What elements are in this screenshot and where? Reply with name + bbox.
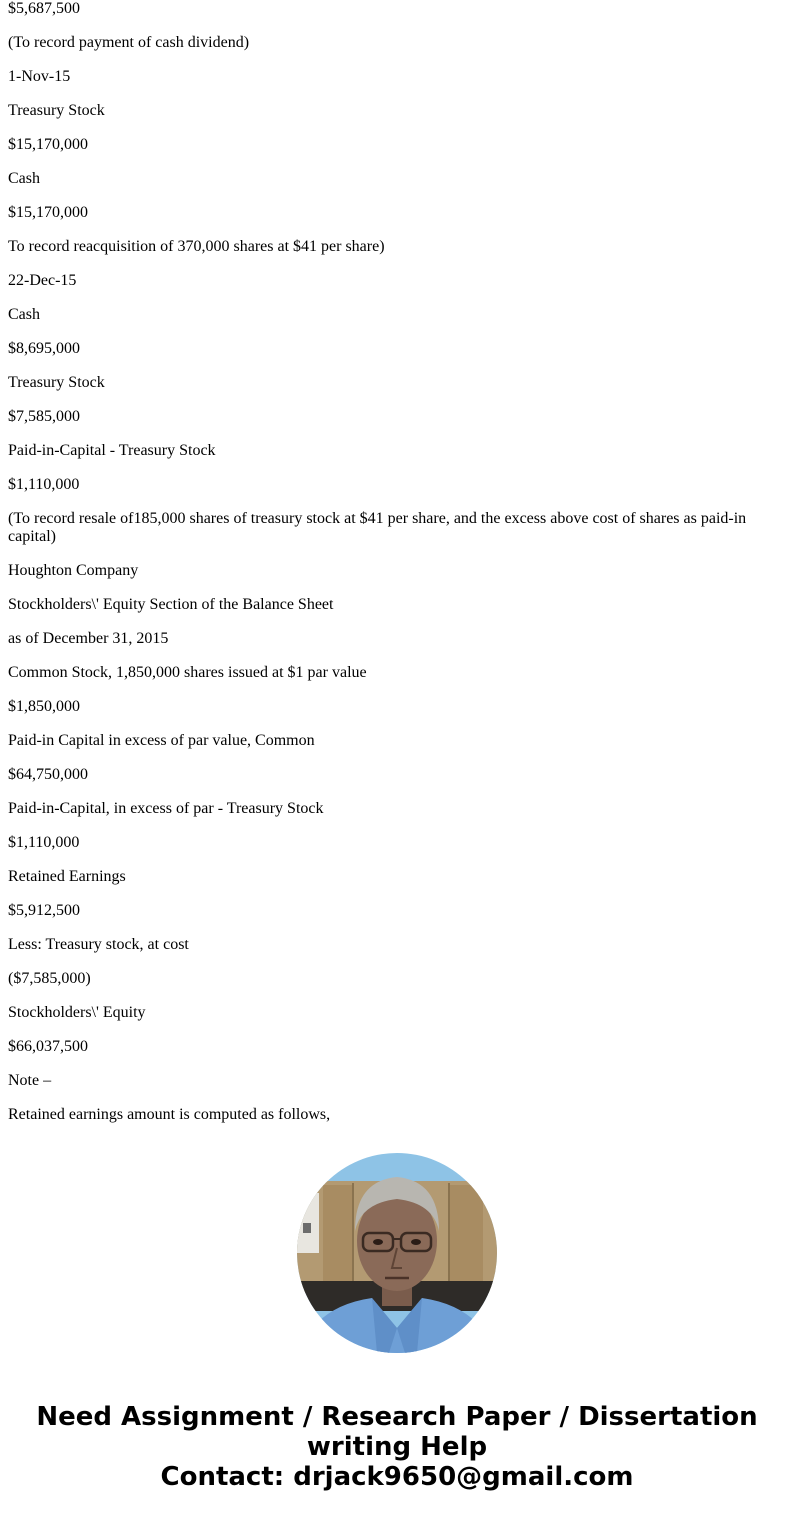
statement-title: Stockholders\' Equity Section of the Balance Sheet: [8, 596, 334, 613]
line-treasury-stock-cost: Less: Treasury stock, at cost: [8, 936, 189, 953]
account-treasury-stock: Treasury Stock: [8, 374, 105, 391]
cta-line-2: writing Help: [306, 1432, 488, 1462]
line-pic-common: Paid-in Capital in excess of par value, Common: [8, 732, 315, 749]
amount-debit: $8,695,000: [8, 340, 80, 357]
amount-credit: $7,585,000: [8, 408, 80, 425]
author-photo-icon: [297, 1153, 497, 1353]
amount-debit: $15,170,000: [8, 136, 88, 153]
account-pic-treasury: Paid-in-Capital - Treasury Stock: [8, 442, 216, 459]
statement-date: as of December 31, 2015: [8, 630, 169, 647]
journal-note-resale: (To record resale of185,000 shares of treasury stock at $41 per share, and the excess above cost of shares as paid-in capital): [8, 510, 747, 545]
note-label: Note –: [8, 1072, 52, 1089]
author-avatar: [297, 1153, 497, 1353]
account-cash: Cash: [8, 306, 40, 323]
contact-email: Contact: drjack9650@gmail.com: [160, 1462, 634, 1492]
line-common-stock: Common Stock, 1,850,000 shares issued at $1 par value: [8, 664, 367, 681]
journal-date-dec: 22-Dec-15: [8, 272, 77, 289]
line-retained-earnings: Retained Earnings: [8, 868, 126, 885]
value-retained-earnings: $5,912,500: [8, 902, 80, 919]
value-pic-treasury: $1,110,000: [8, 834, 80, 851]
line-pic-treasury: Paid-in-Capital, in excess of par - Treasury Stock: [8, 800, 324, 817]
journal-note-reacquisition: To record reacquisition of 370,000 shares at $41 per share): [8, 238, 385, 255]
value-total-equity: $66,037,500: [8, 1038, 88, 1055]
cta-line-1: Need Assignment / Research Paper / Dissertation: [36, 1402, 758, 1432]
amount-credit: $1,110,000: [8, 476, 80, 493]
cash-dividend-amount: $5,687,500: [8, 0, 80, 17]
value-pic-common: $64,750,000: [8, 766, 88, 783]
value-treasury-stock-cost: ($7,585,000): [8, 970, 91, 987]
note-text: Retained earnings amount is computed as follows,: [8, 1106, 331, 1123]
journal-note-cash-dividend: (To record payment of cash dividend): [8, 34, 250, 51]
journal-date-nov: 1-Nov-15: [8, 68, 71, 85]
line-total-equity: Stockholders\' Equity: [8, 1004, 146, 1021]
account-treasury-stock: Treasury Stock: [8, 102, 105, 119]
value-common-stock: $1,850,000: [8, 698, 80, 715]
document-body: [8, 0, 786, 1140]
contact-banner: [0, 1402, 794, 1492]
account-cash: Cash: [8, 170, 40, 187]
amount-credit: $15,170,000: [8, 204, 88, 221]
company-name: Houghton Company: [8, 562, 139, 579]
